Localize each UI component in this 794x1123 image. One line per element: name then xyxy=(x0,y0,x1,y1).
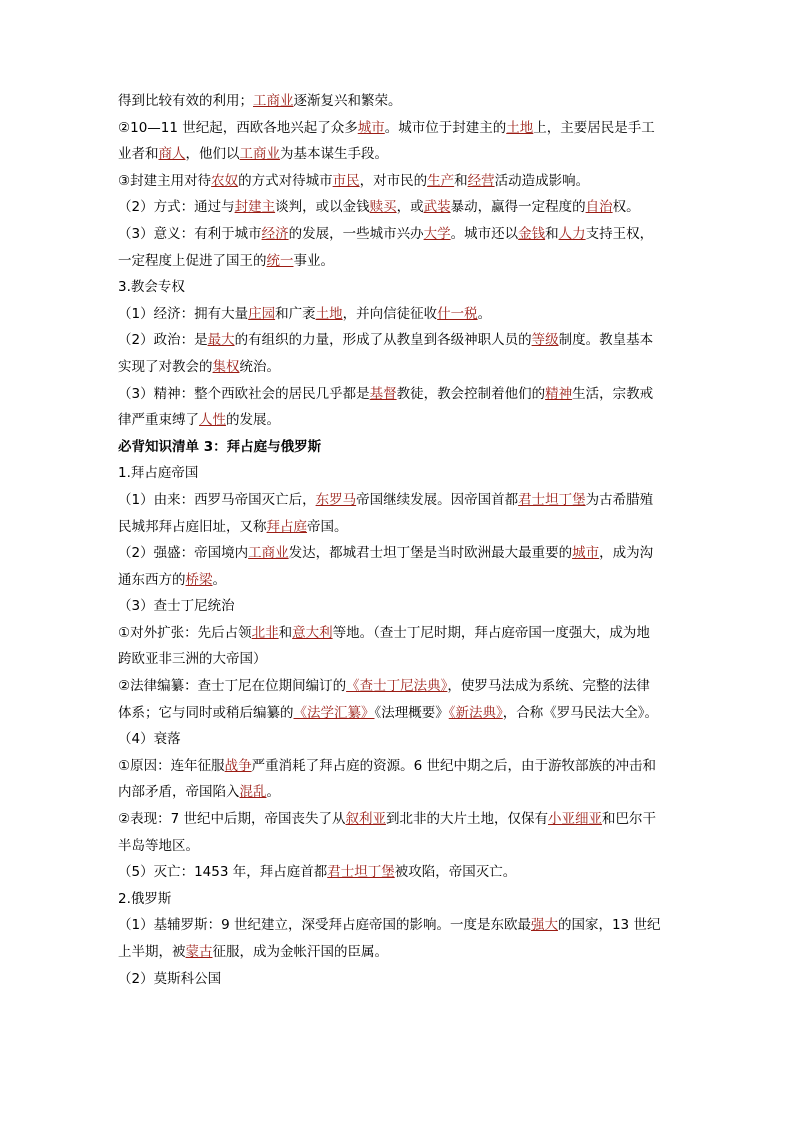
text-run: 被攻陷，帝国灭亡。 xyxy=(394,864,517,881)
highlighted-term: 大学 xyxy=(423,225,451,242)
highlighted-term: 北非 xyxy=(251,624,279,641)
text-run: ②法律编纂：查士丁尼在位期间编订的 xyxy=(118,678,347,695)
highlighted-term: 经济 xyxy=(261,225,289,242)
text-run: 上半期，被 xyxy=(118,944,186,960)
text-line xyxy=(118,460,678,487)
text-line xyxy=(118,859,678,886)
text-line xyxy=(118,407,678,434)
text-run: ①对外扩张：先后占领 xyxy=(118,624,252,641)
text-line xyxy=(118,141,678,168)
text-line xyxy=(118,88,678,115)
text-run: （3）精神：整个西欧社会的居民几乎都是 xyxy=(118,385,370,402)
text-run: 帝国。 xyxy=(307,518,348,535)
text-run: 和 xyxy=(278,624,293,641)
highlighted-term: 叙利亚 xyxy=(345,811,386,828)
text-run: 活动造成影响。 xyxy=(494,172,590,189)
text-line xyxy=(118,753,678,780)
text-run: 得到比较有效的利用； xyxy=(118,93,253,109)
highlighted-term: 统一 xyxy=(266,252,294,269)
text-run: 。城市位于封建主的 xyxy=(384,119,507,136)
text-run: 权。 xyxy=(612,199,640,216)
text-run: 必背知识清单 3：拜占庭与俄罗斯 xyxy=(118,438,322,455)
text-line xyxy=(118,381,678,408)
highlighted-term: 工商业 xyxy=(248,545,289,562)
text-run: 2.俄罗斯 xyxy=(118,890,172,907)
text-line xyxy=(118,301,678,328)
text-line xyxy=(118,248,678,275)
highlighted-term: 市民 xyxy=(332,172,360,189)
text-run: 事业。 xyxy=(293,252,334,269)
highlighted-term: 武装 xyxy=(423,199,451,216)
highlighted-term: 混乱 xyxy=(239,784,267,801)
text-line xyxy=(118,274,678,301)
text-line xyxy=(118,779,678,806)
text-run: 一定程度上促进了国王的 xyxy=(118,252,267,269)
text-line xyxy=(118,806,678,833)
text-run: 民城邦拜占庭旧址，又称 xyxy=(118,518,267,535)
highlighted-term: 什一税 xyxy=(437,305,478,322)
text-run: （1）基辅罗斯：9 世纪建立，深受拜占庭帝国的影响。一度是东欧最 xyxy=(118,917,531,934)
highlighted-term: 城市 xyxy=(572,545,600,562)
highlighted-term: 君士坦丁堡 xyxy=(327,864,395,881)
text-run: 为古希腊殖 xyxy=(585,491,654,508)
highlighted-term: 桥梁 xyxy=(185,571,213,588)
text-run: 。 xyxy=(266,784,280,801)
text-run: （2）方式：通过与 xyxy=(118,199,235,216)
text-run: 和 xyxy=(545,225,559,242)
text-run: 暴动，赢得一定程度的 xyxy=(450,199,586,216)
highlighted-term: 生产 xyxy=(427,172,455,189)
document-page xyxy=(118,88,678,992)
highlighted-term: 《查士丁尼法典》 xyxy=(346,678,448,695)
text-run: 和 xyxy=(454,172,468,189)
text-run: （3）查士丁尼统治 xyxy=(118,598,235,615)
text-run: ，对市民的 xyxy=(359,172,428,189)
text-run: 业者和 xyxy=(118,146,159,163)
highlighted-term: 农奴 xyxy=(211,172,239,189)
highlighted-term: 基督 xyxy=(369,385,397,402)
text-run: （1）经济：拥有大量 xyxy=(118,305,249,322)
highlighted-term: 商人 xyxy=(158,146,186,163)
section-heading xyxy=(118,434,678,461)
text-run: ，他们以 xyxy=(185,146,240,163)
highlighted-term: 战争 xyxy=(224,757,252,774)
text-line xyxy=(118,327,678,354)
text-run: ，使罗马法成为系统、完整的法律 xyxy=(447,678,650,695)
highlighted-term: 工商业 xyxy=(239,146,280,163)
text-run: 的发展，一些城市兴办 xyxy=(288,225,424,242)
text-run: （2）强盛：帝国境内 xyxy=(118,545,249,562)
highlighted-term: 《新法典》 xyxy=(448,704,503,721)
text-run: 的发展。 xyxy=(226,412,280,429)
highlighted-term: 强大 xyxy=(530,917,558,934)
text-run: ③封建主用对待 xyxy=(118,172,212,189)
text-line xyxy=(118,487,678,514)
text-run: ，合称《罗马民法大全》。 xyxy=(502,704,658,721)
text-run: ，成为沟 xyxy=(599,545,654,562)
text-line xyxy=(118,833,678,860)
text-run: （5）灭亡：1453 年，拜占庭首都 xyxy=(118,864,328,881)
text-run: 和巴尔干 xyxy=(601,811,656,828)
highlighted-term: 意大利 xyxy=(292,624,333,641)
text-run: 的有组织的力量，形成了从教皇到各级神职人员的 xyxy=(234,332,532,349)
highlighted-term: 集权 xyxy=(212,358,240,375)
text-run: （4）衰落 xyxy=(118,731,181,748)
text-line xyxy=(118,912,678,939)
text-run: 到北非的大片土地，仅保有 xyxy=(385,811,548,828)
text-run: 为基本谋生手段。 xyxy=(280,146,388,163)
text-line xyxy=(118,886,678,913)
highlighted-term: 封建主 xyxy=(234,199,276,216)
text-run: 发达，都城君士坦丁堡是当时欧洲最大最重要的 xyxy=(288,545,573,562)
text-line xyxy=(118,673,678,700)
text-run: 严重消耗了拜占庭的资源。6 世纪中期之后，由于游牧部族的冲击和 xyxy=(251,757,656,774)
highlighted-term: 金钱 xyxy=(518,225,546,242)
text-line xyxy=(118,194,678,221)
highlighted-term: 土地 xyxy=(315,305,343,322)
highlighted-term: 精神 xyxy=(545,385,573,402)
highlighted-term: 土地 xyxy=(506,119,534,136)
text-run: 1.拜占庭帝国 xyxy=(118,465,199,482)
highlighted-term: 等级 xyxy=(531,332,559,349)
text-run: 等地。（查士丁尼时期，拜占庭帝国一度强大，成为地 xyxy=(332,624,650,641)
text-run: 征服，成为金帐汗国的臣属。 xyxy=(212,944,388,960)
text-run: 制度。教皇基本 xyxy=(558,332,654,349)
text-run: 谈判，或以金钱 xyxy=(275,199,370,216)
text-line xyxy=(118,168,678,195)
text-run: 支持王权， xyxy=(585,225,654,242)
text-run: 。 xyxy=(212,571,226,588)
text-line xyxy=(118,540,678,567)
text-run: 半岛等地区。 xyxy=(118,837,199,854)
highlighted-term: 最大 xyxy=(207,332,235,349)
text-line xyxy=(118,221,678,248)
text-run: 3.教会专权 xyxy=(118,279,185,296)
text-run: 上，主要居民是手工 xyxy=(533,119,655,136)
text-run: 通东西方的 xyxy=(118,571,186,588)
text-run: （2）政治：是 xyxy=(118,332,208,349)
text-line xyxy=(118,966,678,993)
text-run: ，或 xyxy=(396,199,424,216)
text-line xyxy=(118,726,678,753)
text-run: ②表现：7 世纪中后期，帝国丧失了从 xyxy=(118,811,346,828)
text-line xyxy=(118,646,678,673)
text-run: 生活，宗教戒 xyxy=(572,385,654,402)
highlighted-term: 蒙古 xyxy=(185,944,213,960)
text-line xyxy=(118,593,678,620)
text-run: 实现了对教会的 xyxy=(118,358,213,375)
text-line xyxy=(118,115,678,142)
text-run: 统治。 xyxy=(239,358,280,375)
text-run: 《法理概要》 xyxy=(374,704,449,721)
highlighted-term: 赎买 xyxy=(369,199,397,216)
text-run: 律严重束缚了 xyxy=(118,412,199,429)
text-run: 和广袤 xyxy=(275,305,316,322)
text-run: 跨欧亚非三洲的大帝国） xyxy=(118,651,267,668)
text-run: ①原因：连年征服 xyxy=(118,757,225,774)
highlighted-term: 庄园 xyxy=(248,305,276,322)
highlighted-term: 工商业 xyxy=(253,93,294,109)
text-run: （2）莫斯科公国 xyxy=(118,970,222,987)
text-line xyxy=(118,939,678,966)
text-line xyxy=(118,354,678,381)
text-run: 。 xyxy=(477,305,492,322)
text-run: 教徒，教会控制着他们的 xyxy=(396,385,546,402)
text-line xyxy=(118,700,678,727)
text-run: 。城市还以 xyxy=(450,225,519,242)
highlighted-term: 东罗马 xyxy=(315,491,357,508)
text-line xyxy=(118,567,678,594)
highlighted-term: 《法学汇纂》 xyxy=(293,704,375,721)
text-run: 体系；它与同时或稍后编纂的 xyxy=(118,704,294,721)
highlighted-term: 君士坦丁堡 xyxy=(518,491,586,508)
text-run: ②10—11 世纪起，西欧各地兴起了众多 xyxy=(118,119,358,136)
text-run: 逐渐复兴和繁荣。 xyxy=(293,93,402,109)
highlighted-term: 自治 xyxy=(585,199,613,216)
highlighted-term: 城市 xyxy=(357,119,385,136)
text-line xyxy=(118,620,678,647)
highlighted-term: 人性 xyxy=(199,412,226,429)
text-run: 的方式对待城市 xyxy=(238,172,333,189)
highlighted-term: 拜占庭 xyxy=(266,518,307,535)
text-run: 内部矛盾，帝国陷入 xyxy=(118,784,240,801)
text-run: 帝国继续发展。因帝国首都 xyxy=(356,491,519,508)
text-run: （1）由来：西罗马帝国灭亡后， xyxy=(118,491,316,508)
text-line xyxy=(118,514,678,541)
highlighted-term: 人力 xyxy=(558,225,586,242)
text-run: 的国家，13 世纪 xyxy=(557,917,661,934)
text-run: （3）意义：有利于城市 xyxy=(118,225,262,242)
highlighted-term: 小亚细亚 xyxy=(547,811,602,828)
text-run: ，并向信徒征收 xyxy=(342,305,438,322)
highlighted-term: 经营 xyxy=(467,172,495,189)
